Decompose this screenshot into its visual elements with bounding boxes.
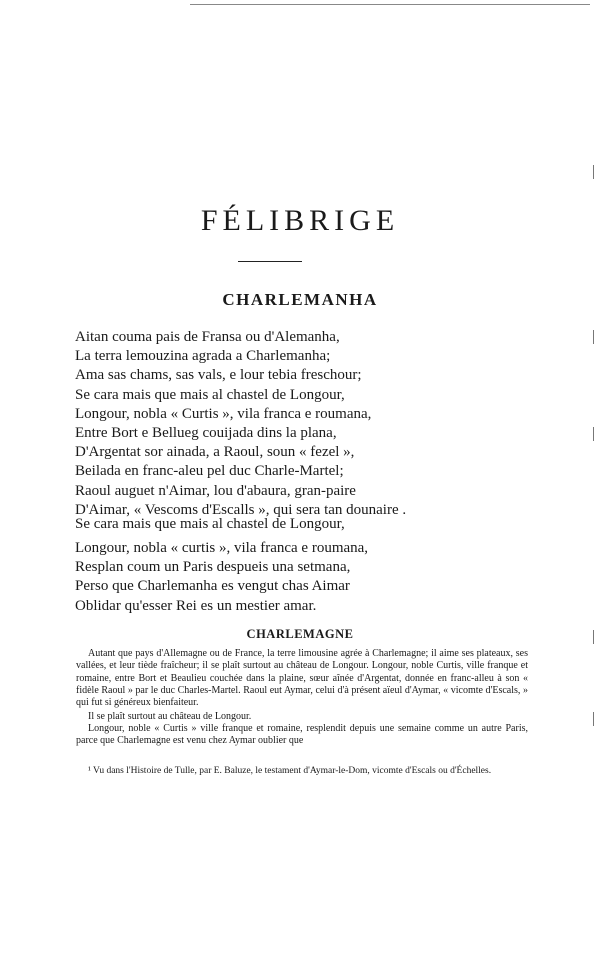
translation-paragraph xyxy=(76,648,528,709)
verse-line: Entre Bort e Bellueg couijada dins la plana, xyxy=(75,425,337,442)
verse-line: La terra lemouzina agrada a Charlemanha; xyxy=(75,348,331,365)
margin-mark xyxy=(593,630,594,644)
translation-paragraph xyxy=(76,723,528,748)
paragraph-text: Il se plaît surtout au château de Longour. xyxy=(88,711,252,722)
poem-title: CHARLEMANHA xyxy=(222,290,378,309)
paragraph-text: Autant que pays d'Allemagne ou de France, la terre limousine agrée à Charlemagne; il aime ses plateaux, ses vallées, et leur tiède fraîcheur; il se plaît surtout au château de Longour. Longour, noble Curtis, ville franque et romaine, entre Bort et Beaulieu couchée dans la plaine, sœur aînée d'Argentat, donnée en franc-alleu à son « fidèle Raoul » par le duc Charles-Martel. Raoul eut Aymar, celui d'à présent aïeul d'Aymar, « vicomte d'Escals, » qui fut si généreux bienfaiteur. xyxy=(76,648,528,709)
verse-line: Se cara mais que mais al chastel de Longour, xyxy=(75,386,345,403)
verse-line: Resplan coum un Paris despueis una setmana, xyxy=(75,559,351,576)
verse-line: Perso que Charlemanha es vengut chas Aimar xyxy=(75,578,350,595)
paragraph-text: Longour, noble « Curtis » ville franque et romaine, resplendit depuis une semaine comme un autre Paris, parce que Charlemagne est venu chez Aymar oublier que xyxy=(76,723,528,747)
margin-mark xyxy=(593,330,594,344)
translation-title: CHARLEMAGNE xyxy=(246,627,354,641)
verse-line: Se cara mais que mais al chastel de Longour, xyxy=(75,516,345,532)
margin-mark xyxy=(593,165,594,179)
title-divider xyxy=(238,261,302,262)
page-title: FÉLIBRIGE xyxy=(200,204,400,237)
verse-line: Beilada en franc-aleu pel duc Charle-Martel; xyxy=(75,463,344,480)
verse-line: Aitan couma pais de Fransa ou d'Alemanha, xyxy=(75,329,340,345)
verse-line: Raoul auguet n'Aimar, lou d'abaura, gran-paire xyxy=(75,482,356,499)
verse-line: Longour, nobla « Curtis », vila franca e roumana, xyxy=(75,405,372,422)
top-page-rule xyxy=(190,4,590,5)
verse-line: D'Argentat sor ainada, a Raoul, soun « fezel », xyxy=(75,444,355,461)
verse-line: Ama sas chams, sas vals, e lour tebia freschour; xyxy=(75,367,362,384)
margin-mark xyxy=(593,427,594,441)
verse-line: D'Aimar, « Vescoms d'Escalls », qui sera tan dounaire . xyxy=(75,501,407,518)
verse-refrain xyxy=(75,515,345,534)
verse-line: Oblidar qu'esser Rei es un mestier amar. xyxy=(75,597,317,614)
verse-stanza-1 xyxy=(75,328,406,520)
translation-paragraph xyxy=(76,711,528,723)
footnote: ¹ Vu dans l'Histoire de Tulle, par E. Baluze, le testament d'Aymar-le-Dom, vicomte d'Escals ou d'Échelles. xyxy=(88,766,492,776)
verse-line: Longour, nobla « curtis », vila franca e roumana, xyxy=(75,540,369,556)
margin-mark xyxy=(593,712,594,726)
verse-stanza-2 xyxy=(75,539,368,616)
